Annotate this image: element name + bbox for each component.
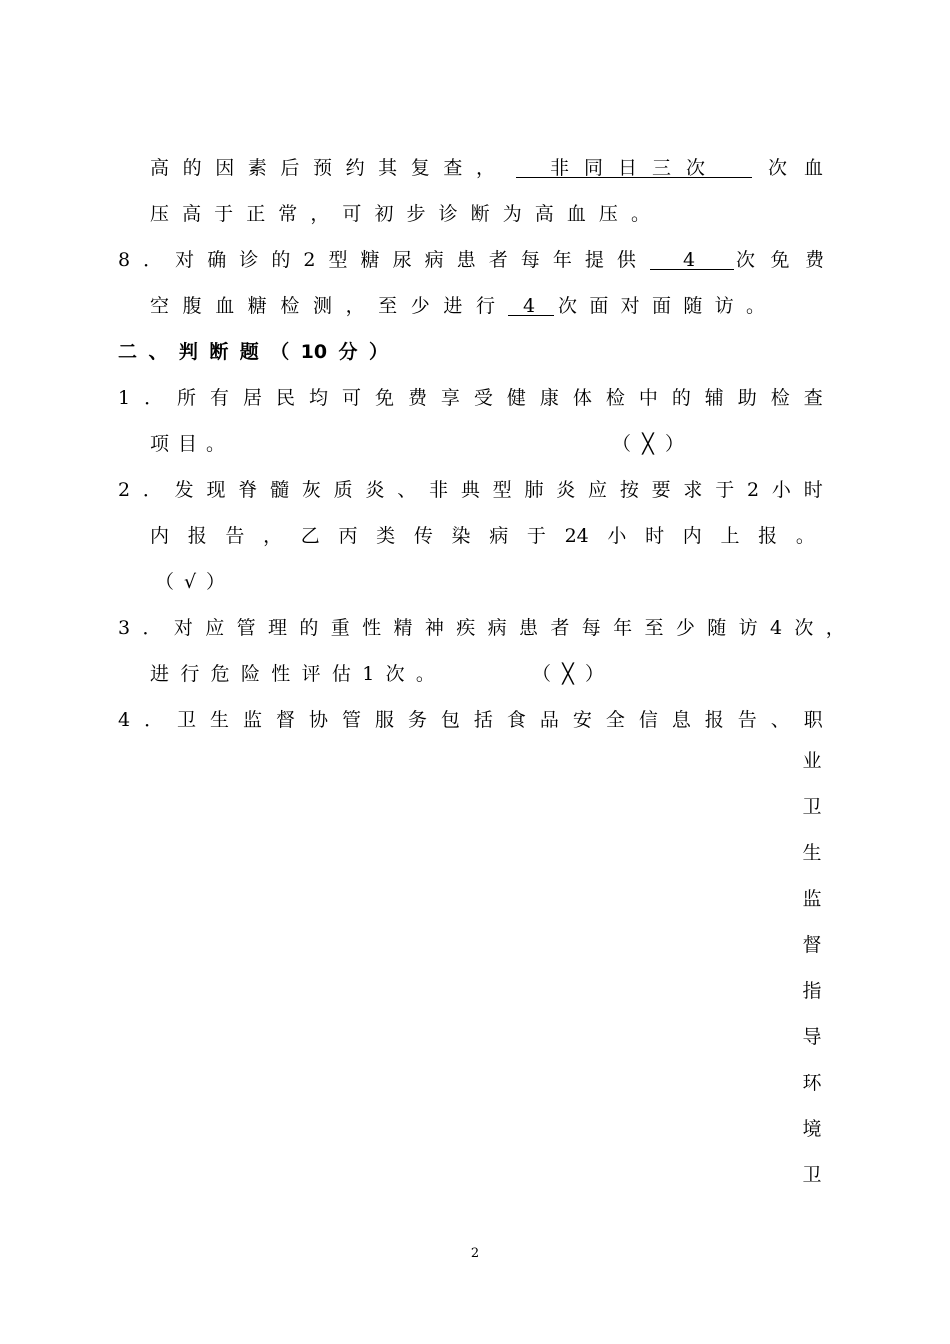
vertical-char: 生 — [802, 842, 822, 864]
vertical-char: 环 — [802, 1072, 822, 1094]
text-line-l12b: （ ╳ ） — [532, 663, 604, 685]
text-line-l1a: 高 的 因 素 后 预 约 其 复 查 ， — [150, 157, 495, 179]
text-line-l3b: 4 — [682, 249, 696, 271]
vertical-char: 境 — [802, 1118, 822, 1140]
vertical-char: 导 — [802, 1026, 822, 1048]
text-line-l4b: 4 — [522, 295, 536, 317]
answer-blank-line — [508, 315, 554, 316]
text-line-l9: 内 报 告 ， 乙 丙 类 传 染 病 于 24 小 时 内 上 报 。 — [150, 525, 815, 547]
text-line-l2: 压 高 于 正 常 ， 可 初 步 诊 断 为 高 血 压 。 — [150, 203, 650, 225]
vertical-char: 业 — [802, 750, 822, 772]
text-line-l7b: （ ╳ ） — [612, 433, 684, 455]
text-line-l11: 3 ． 对 应 管 理 的 重 性 精 神 疾 病 患 者 每 年 至 少 随 访 4 次 ， — [118, 617, 845, 639]
section-heading: 二 、 判 断 题 （ 10 分 ） — [118, 341, 388, 363]
text-line-l8: 2 ． 发 现 脊 髓 灰 质 炎 、 非 典 型 肺 炎 应 按 要 求 于 2 小 时 — [118, 479, 823, 501]
text-line-l12a: 进 行 危 险 性 评 估 1 次 。 — [150, 663, 435, 685]
vertical-char: 卫 — [802, 796, 822, 818]
vertical-char: 督 — [802, 934, 822, 956]
text-line-l3a: 8 ． 对 确 诊 的 2 型 糖 尿 病 患 者 每 年 提 供 — [118, 249, 636, 271]
answer-blank-line — [650, 269, 734, 270]
vertical-char: 卫 — [802, 1164, 822, 1186]
text-line-l3c: 次 免 费 — [736, 249, 824, 271]
page-number: 2 — [470, 1246, 480, 1261]
text-line-l1b: 非 同 日 三 次 — [550, 157, 705, 179]
text-line-l1c: 次 血 — [768, 157, 823, 179]
text-line-l6: 1 ． 所 有 居 民 均 可 免 费 享 受 健 康 体 检 中 的 辅 助 检 查 — [118, 387, 823, 409]
vertical-char: 指 — [802, 980, 822, 1002]
text-line-l10: （ √ ） — [155, 571, 225, 593]
text-line-l4a: 空 腹 血 糖 检 测 ， 至 少 进 行 — [150, 295, 495, 317]
answer-blank-line — [516, 177, 752, 178]
text-line-l7a: 项 目 。 — [150, 433, 225, 455]
text-line-l13: 4 ． 卫 生 监 督 协 管 服 务 包 括 食 品 安 全 信 息 报 告 、 职 — [118, 709, 823, 731]
vertical-char: 监 — [802, 888, 822, 910]
text-line-l4c: 次 面 对 面 随 访 。 — [558, 295, 765, 317]
